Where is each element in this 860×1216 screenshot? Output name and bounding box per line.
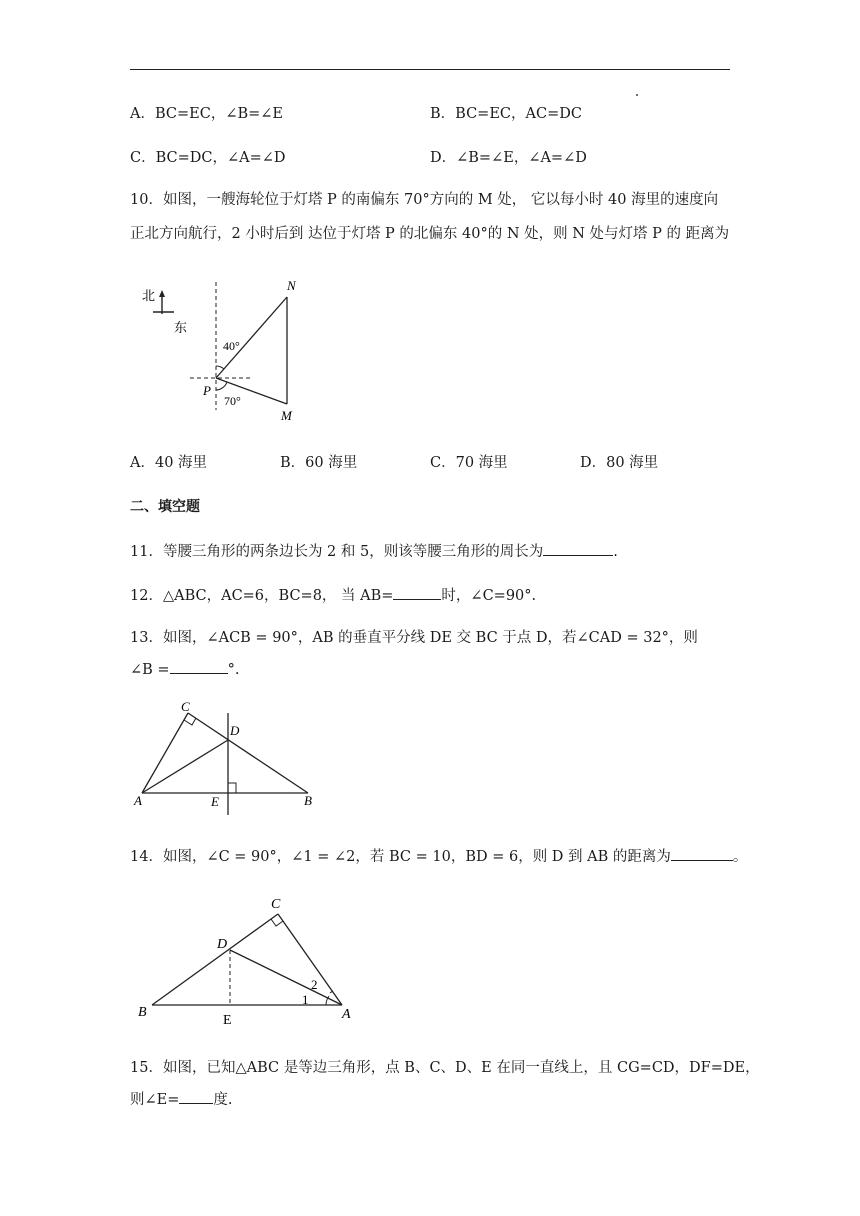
q14-end: 。 [732,849,748,865]
q13-text-start: ∠B = [130,662,170,678]
q12-text: 12．△ABC，AC=6，BC=8， 当 AB= [130,588,394,604]
q10-text-line1: 10．如图，一艘海轮位于灯塔 P 的南偏东 70°方向的 M 处， 它以每小时 40 海里的速度向 [130,192,719,208]
q9-option-b: B．BC=EC，AC=DC [430,106,582,122]
angle-arc-70 [216,382,227,390]
label-A: A [342,1007,351,1022]
segment-BC [152,914,278,1005]
label-B: B [138,1005,147,1020]
compass-east-label: 东 [174,320,188,335]
q10-option-d: D．80 海里 [580,455,659,471]
q11-end: . [613,544,618,560]
q9-option-d: D．∠B=∠E，∠A=∠D [430,150,587,166]
header-rule [130,69,730,70]
compass-north-arrowhead [159,290,165,297]
q11-text: 11．等腰三角形的两条边长为 2 和 5，则该等腰三角形的周长为 [130,544,544,560]
q14-line [130,846,747,867]
q13-answer-blank [170,659,228,674]
angle-label-1: 1 [302,992,309,1007]
label-E: E [211,794,219,809]
compass-north-label: 北 [142,288,156,303]
q15-text-line1: 15．如图，已知△ABC 是等边三角形，点 B、C、D、E 在同一直线上，且 CG=CD，DF=DE， [130,1060,760,1076]
label-E: E [223,1013,232,1028]
segment-DA [230,950,342,1005]
q9-option-c: C．BC=DC，∠A=∠D [130,150,286,166]
q15-text-start: 则∠E= [130,1092,180,1108]
label-D: D [230,723,240,738]
q11-line [130,541,618,562]
q14-answer-blank [671,846,733,861]
q11-answer-blank [543,541,613,556]
angle-label-40: 40° [223,339,240,353]
label-D: D [217,937,228,952]
q14-text: 14．如图，∠C = 90°，∠1 = ∠2，若 BC = 10，BD = 6，则 D 到 AB 的距离为 [130,849,671,865]
label-N: N [287,278,296,293]
q15-line2 [130,1089,233,1110]
q10-option-a: A．40 海里 [130,455,208,471]
q12-line [130,585,536,606]
right-angle-mark-E [228,783,236,793]
stray-dot [636,94,638,96]
q13-text-end: °. [227,662,240,678]
angle-label-2: 2 [311,977,318,992]
q9-option-a: A．BC=EC，∠B=∠E [130,106,284,122]
q10-option-c: C．70 海里 [430,455,508,471]
segment-PN [216,297,287,378]
q12-end: 时，∠C=90°. [441,588,537,604]
angle-label-70: 70° [224,394,241,408]
q10-option-b: B．60 海里 [280,455,358,471]
segment-AD [142,740,228,793]
label-P: P [203,383,211,398]
q13-figure [128,695,328,815]
q10-figure [125,270,315,430]
section-heading: 二、填空题 [130,499,200,515]
q12-answer-blank [393,585,441,600]
label-C: C [271,897,281,912]
q10-text-line2: 正北方向航行，2 小时后到 达位于灯塔 P 的北偏东 40°的 N 处，则 N 处与灯塔 P 的 距离为 [130,226,730,242]
q14-figure [130,888,370,1028]
label-M: M [281,408,292,423]
segment-AC [142,713,188,793]
right-angle-mark-C [184,718,196,725]
q13-text-line1: 13．如图，∠ACB = 90°，AB 的垂直平分线 DE 交 BC 于点 D，若∠CAD = 32°，则 [130,630,698,646]
q15-answer-blank [179,1089,213,1104]
label-A: A [134,793,142,808]
q13-line2 [130,659,239,680]
label-B: B [304,793,312,808]
angle-arc-40 [216,366,224,369]
q15-text-end: 度. [213,1092,233,1108]
label-C: C [181,699,190,714]
right-angle-mark-C [271,919,283,926]
